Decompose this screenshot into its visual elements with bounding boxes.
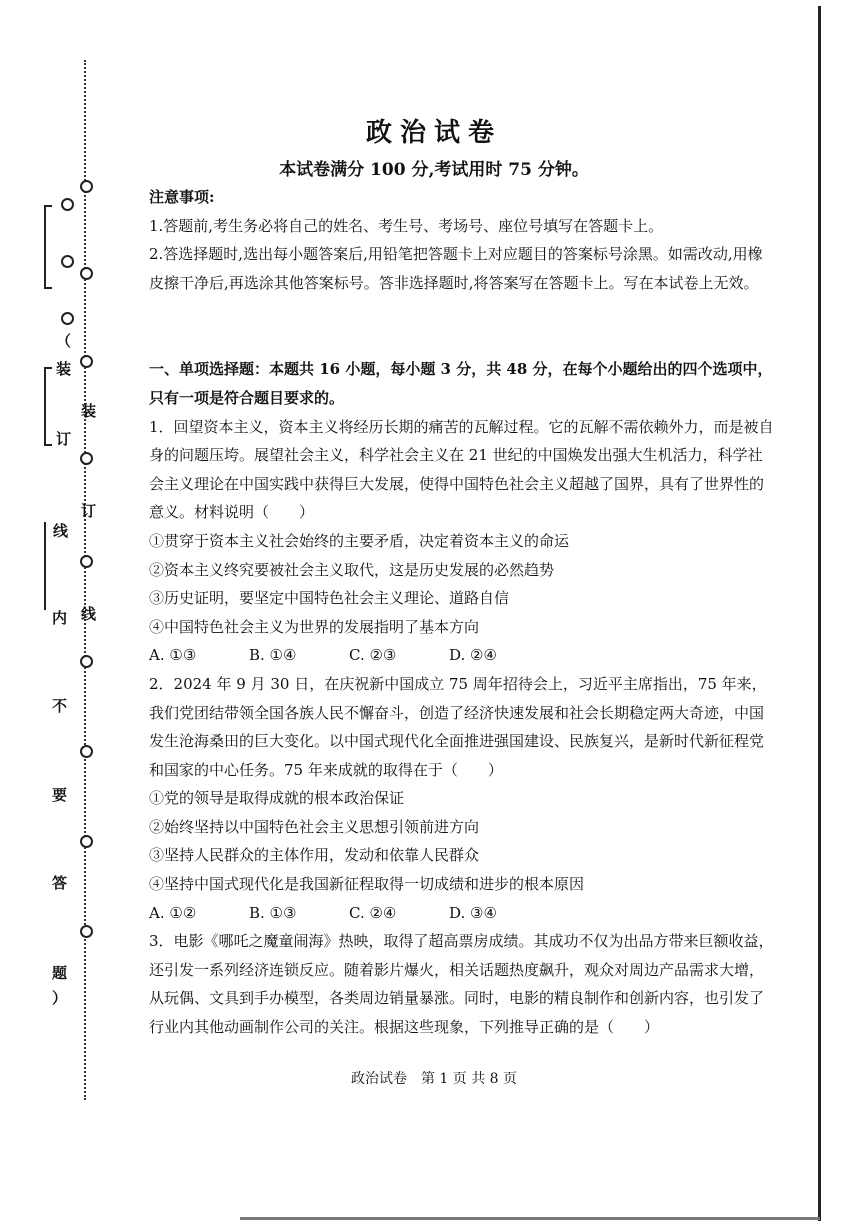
- notes-item: 1.答题前,考生务必将自己的姓名、考生号、考场号、座位号填写在答题卡上。: [149, 216, 664, 235]
- binding-hole-icon: [61, 312, 74, 325]
- question-statement: ③坚持人民群众的主体作用，发动和依靠人民群众: [149, 846, 480, 865]
- page-footer: 政治试卷 第 1 页 共 8 页: [350, 1071, 518, 1087]
- question-statement: ④坚持中国式现代化是我国新征程取得一切成绩和进步的根本原因: [149, 875, 585, 894]
- binding-char: ）: [52, 989, 68, 1007]
- binding-hole-icon: [80, 745, 93, 758]
- binding-char: 订: [81, 502, 97, 520]
- question-statement: ①贯穿于资本主义社会始终的主要矛盾，决定着资本主义的命运: [149, 531, 570, 550]
- binding-char: 要: [52, 786, 68, 804]
- binding-line: [44, 522, 46, 610]
- notes-item: 2.答选择题时,选出每小题答案后,用铅笔把答题卡上对应题目的答案标号涂黑。如需改动,用橡皮擦干净后,再选涂其他答案标号。答非选择题时,将答案写在答题卡上。写在本试卷上无效。: [149, 245, 763, 292]
- answer-options: [149, 899, 775, 928]
- binding-hole-icon: [80, 655, 93, 668]
- question-statement: ③历史证明，要坚定中国特色社会主义理论、道路自信: [149, 589, 510, 608]
- binding-char: 内: [52, 609, 68, 627]
- option-b: B. ①③: [249, 903, 297, 922]
- option-d: D. ③④: [449, 903, 497, 922]
- exam-content: [149, 183, 775, 1042]
- binding-char: 不: [52, 697, 68, 715]
- question-2: [149, 670, 775, 927]
- option-c: C. ②③: [349, 646, 397, 665]
- binding-hole-icon: [80, 555, 93, 568]
- binding-hole-icon: [61, 198, 74, 211]
- option-b: B. ①④: [249, 646, 297, 665]
- option-d: D. ②④: [449, 646, 497, 665]
- page-bottom-edge: [240, 1217, 820, 1220]
- option-a: A. ①③: [149, 646, 197, 665]
- binding-bracket: [44, 205, 52, 289]
- binding-char: （: [56, 332, 72, 350]
- question-stem: 2．2024 年 9 月 30 日，在庆祝新中国成立 75 周年招待会上，习近平主席指出，75 年来，我们党团结带领全国各族人民不懈奋斗，创造了经济快速发展和社会长期稳定两大奇迹，中国发生沧海桑田的巨大变化。以中国式现代化全面推进强国建设、民族复兴，是新时代新征程党和国家的中心任务。75 年来成就的取得在于（ ）: [149, 674, 767, 779]
- question-stem: 1．回望资本主义，资本主义将经历长期的痛苦的瓦解过程。它的瓦解不需依赖外力，而是被自身的问题压垮。展望社会主义，科学社会主义在 21 世纪的中国焕发出强大生机活力，科学社会主义理论在中国实践中获得巨大发展，使得中国特色社会主义超越了国界，具有了世界性的意义。材料说明（ ）: [149, 417, 774, 522]
- binding-bracket: [44, 367, 52, 446]
- question-stem: 3．电影《哪吒之魔童闹海》热映，取得了超高票房成绩。其成功不仅为出品方带来巨额收益，还引发一系列经济连锁反应。随着影片爆火，相关话题热度飙升，观众对周边产品需求大增，从玩偶、文具到手办模型，各类周边销量暴涨。同时，电影的精良制作和创新内容，也引发了行业内其他动画制作公司的关注。根据这些现象，下列推导正确的是（ ）: [149, 932, 774, 1037]
- page-right-edge: [818, 6, 821, 1221]
- binding-char: 题: [52, 964, 68, 982]
- binding-hole-icon: [80, 180, 93, 193]
- question-statement: ①党的领导是取得成就的根本政治保证: [149, 789, 405, 808]
- option-a: A. ①②: [149, 903, 197, 922]
- binding-char: 订: [56, 430, 72, 448]
- binding-dotted-line: [84, 60, 86, 1100]
- question-statement: ②资本主义终究要被社会主义取代，这是历史发展的必然趋势: [149, 560, 555, 579]
- page-title: 政治试卷: [365, 118, 502, 148]
- binding-char: 答: [52, 874, 68, 892]
- notes-heading: 注意事项:: [149, 188, 215, 206]
- binding-hole-icon: [80, 452, 93, 465]
- page-subtitle: 本试卷满分 100 分,考试用时 75 分钟。: [279, 160, 589, 180]
- binding-char: 线: [81, 605, 97, 623]
- binding-char: 装: [56, 360, 72, 378]
- binding-char: 线: [53, 522, 69, 540]
- binding-hole-icon: [80, 355, 93, 368]
- option-c: C. ②④: [349, 903, 397, 922]
- question-statement: ②始终坚持以中国特色社会主义思想引领前进方向: [149, 817, 480, 836]
- binding-char: 装: [81, 402, 97, 420]
- binding-hole-icon: [80, 835, 93, 848]
- answer-options: [149, 641, 775, 670]
- section-heading: 一、单项选择题：本题共 16 小题，每小题 3 分，共 48 分，在每个小题给出的四个选项中，只有一项是符合题目要求的。: [149, 360, 773, 407]
- binding-hole-icon: [80, 267, 93, 280]
- binding-hole-icon: [61, 255, 74, 268]
- question-1: [149, 413, 775, 670]
- binding-hole-icon: [80, 925, 93, 938]
- question-3: [149, 927, 775, 1041]
- question-statement: ④中国特色社会主义为世界的发展指明了基本方向: [149, 617, 480, 636]
